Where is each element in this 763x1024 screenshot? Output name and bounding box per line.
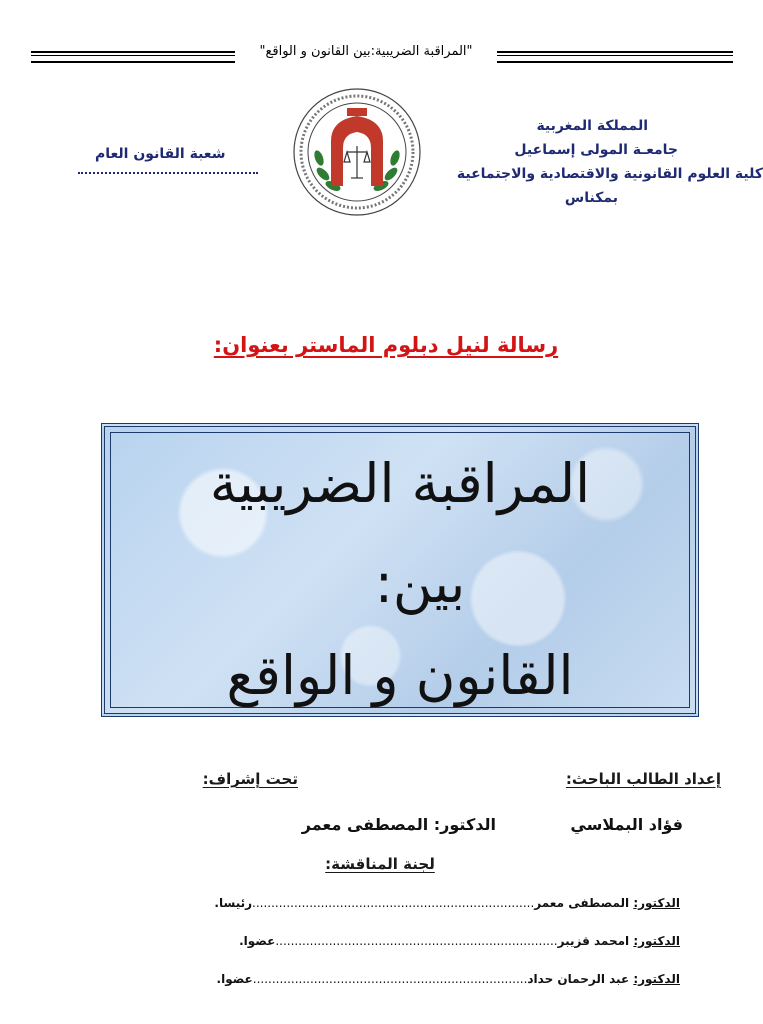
header-rule-right [497,51,733,63]
city-name: بمكناس [564,190,618,206]
author-label: إعداد الطالب الباحث: [565,770,721,788]
thesis-subtitle: رسالة لنيل دبلوم الماستر بعنوان: [213,333,559,357]
jury-member-row [140,896,680,910]
jury-name: امحمد قزيبر [557,934,634,948]
jury-member-row [140,934,680,948]
jury-label: لجنة المناقشة: [325,855,435,873]
university-name: جامعـة المولى إسماعيل [514,142,678,158]
department-name: شعبة القانون العام [95,146,226,162]
jury-title: الدكتور: [633,896,680,910]
faculty-name: كلية العلوم القانونية والاقتصادية والاجتماعية [456,166,763,182]
header-rule-left [31,51,235,63]
supervisor-name: الدكتور: المصطفى معمر [301,815,496,834]
jury-role: عضوا. [216,972,253,986]
jury-title: الدكتور: [633,934,680,948]
thesis-title-box [101,423,699,717]
faculty-seal-logo [291,86,423,218]
department-subline-clipped [78,172,258,177]
thesis-title-line-2: بين: [374,552,466,615]
jury-title: الدكتور: [633,972,680,986]
jury-name: عبد الرحمان حداد [527,972,634,986]
jury-role: رئيسا. [214,896,253,910]
author-name: فؤاد البملاسي [570,815,683,834]
jury-dots: ........................................................................ [252,972,528,986]
thesis-title-line-1: المراقبة الضريبية [209,452,591,515]
running-header-title: "المراقبة الضريبية:بين القانون و الواقع" [259,44,473,59]
jury-name: المصطفى معمر [534,896,634,910]
jury-member-row [140,972,680,986]
jury-dots: .......................................................................... [252,896,535,910]
supervisor-label: تحت إشراف: [202,770,298,788]
jury-dots: .......................................................................... [275,934,558,948]
kingdom-name: المملكة المغربية [536,118,648,134]
jury-role: عضوا. [239,934,276,948]
thesis-title-line-3: القانون و الواقع [226,644,574,707]
